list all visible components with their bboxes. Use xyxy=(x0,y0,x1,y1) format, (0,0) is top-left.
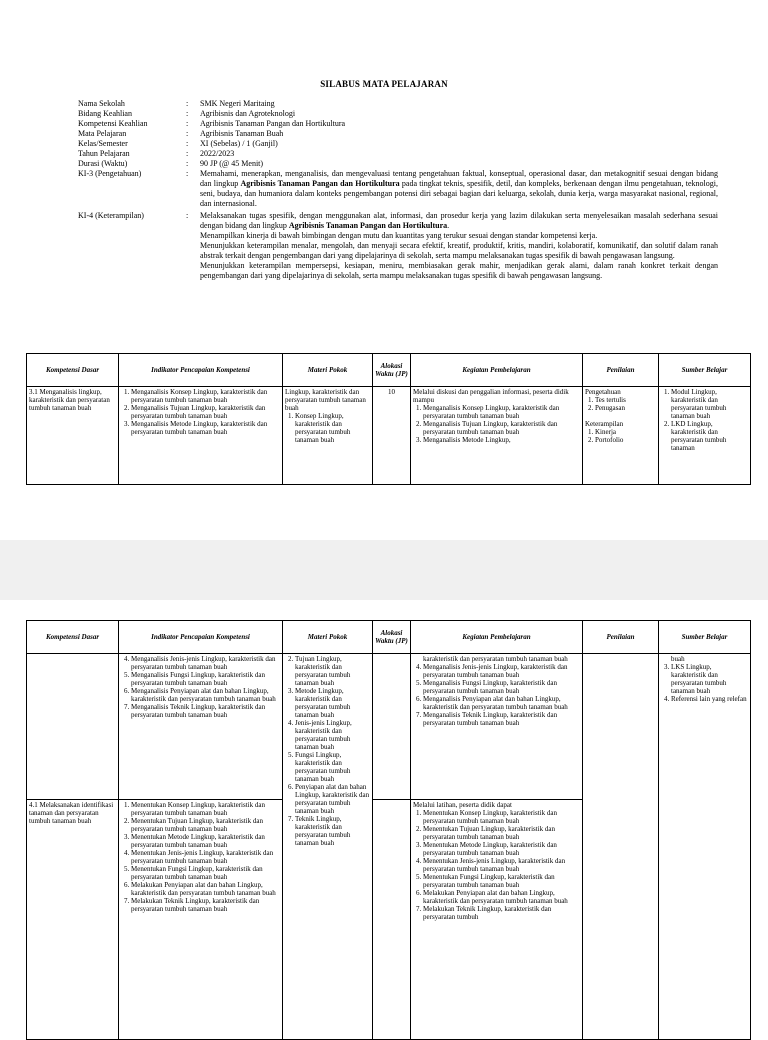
table-row xyxy=(27,654,751,800)
info-row: Durasi (Waktu) : 90 JP (@ 45 Menit) xyxy=(78,159,264,168)
penilaian-cell: Pengetahuan 1. Tes tertulis 2. Penugasan Keterampilan 1. Kinerja 2. Portofolio xyxy=(583,387,659,485)
info-row: Nama Sekolah : SMK Negeri Maritaing xyxy=(78,99,275,108)
ki3-row: KI-3 (Pengetahuan) : Memahami, menerapkan, menganalisis, dan mengevaluasi tentang pengetahuan faktual, konseptual, operasional dasar, dan metakognitif sesuai dengan bidang dan lingkup Agribisnis Tanaman Pangan dan Hortikultura pada tingkat teknis, spesifik, detil, dan kompleks, berkenaan dengan ilmu pengetahuan, teknologi, seni, budaya, dan humaniora dalam konteks pengembangan potensi diri sebagai bagian dari keluarga, sekolah, dunia kerja, warga masyarakat nasional, regional, dan internasional. xyxy=(78,169,718,208)
materi-cell: Lingkup, karakteristik dan persyaratan tumbuh tanaman buah 1. Konsep Lingkup, karakteristik dan persyaratan tumbuh tanaman buah xyxy=(283,387,373,485)
info-row: Mata Pelajaran : Agribisnis Tanaman Buah xyxy=(78,129,284,138)
kd-cell: 4.1 Melaksanakan identifikasi tanaman dan persyaratan tumbuh tanaman buah xyxy=(27,800,119,1040)
identity-block xyxy=(78,99,718,281)
syllabus-table-2 xyxy=(26,620,751,1040)
header-jp: Alokasi Waktu (JP) xyxy=(373,621,411,654)
info-row: Tahun Pelajaran : 2022/2023 xyxy=(78,149,235,158)
header-sumber: Sumber Belajar xyxy=(659,354,751,387)
header-kd: Kompetensi Dasar xyxy=(27,621,119,654)
info-row: Kompetensi Keahlian : Agribisnis Tanaman Pangan dan Hortikultura xyxy=(78,119,346,128)
info-row: Bidang Keahlian : Agribisnis dan Agroteknologi xyxy=(78,109,296,118)
header-materi: Materi Pokok xyxy=(283,621,373,654)
table-row xyxy=(27,387,751,485)
header-kegiatan: Kegiatan Pembelajaran xyxy=(411,621,583,654)
header-ipk: Indikator Pencapaian Kompetensi xyxy=(119,621,283,654)
header-jp: Alokasi Waktu (JP) xyxy=(373,354,411,387)
ki4-row: KI-4 (Keterampilan) : Melaksanakan tugas spesifik, dengan menggunakan alat, informasi, dan prosedur kerja yang lazim dilakukan serta menyelesaikan masalah sederhana sesuai dengan bidang dan lingkup Agribisnis Tanaman Pangan dan Hortikultura. Menampilkan kinerja di bawah bimbingan dengan mutu dan kuantitas yang terukur sesuai dengan standar kompetensi kerja. Menunjukkan keterampilan menalar, mengolah, dan menyaji secara efektif, kreatif, produktif, kritis, mandiri, kolaboratif, komunikatif, dan solutif dalam ranah abstrak terkait dengan pengembangan dari yang dipelajarinya di sekolah, serta mampu melaksanakan tugas spesifik di bawah pengawasan langsung. Menunjukkan keterampilan mempersepsi, kesiapan, meniru, membiasakan gerak mahir, menjadikan gerak alami, dalam ranah konkret terkait dengan pengembangan dari yang dipelajarinya di sekolah, serta mampu melaksanakan tugas spesifik di bawah pengawasan langsung. xyxy=(78,211,718,280)
header-ipk: Indikator Pencapaian Kompetensi xyxy=(119,354,283,387)
kegiatan-cell: Melalui latihan, peserta didik dapat 1. Menentukan Konsep Lingkup, karakteristik dan persyaratan tumbuh tanaman buah 2. Menentukan Tujuan Lingkup, karakteristik dan persyaratan tumbuh tanaman buah 3. Menentukan Metode Lingkup, karakteristik dan persyaratan tumbuh tanaman buah 4. Menentukan Jenis-jenis Lingkup, karakteristik dan persyaratan tumbuh tanaman buah 5. Menentukan Fungsi Lingkup, karakteristik dan persyaratan tumbuh tanaman buah 6. Melakukan Penyiapan alat dan bahan Lingkup, karakteristik dan persyaratan tumbuh tanaman buah 7. Melakukan Teknik Lingkup, karakteristik dan persyaratan tumbuh xyxy=(411,800,583,1040)
kd-cell xyxy=(27,654,119,800)
penilaian-cell xyxy=(583,654,659,1040)
kegiatan-cell: karakteristik dan persyaratan tumbuh tanaman buah 4. Menganalisis Jenis-jenis Lingkup, karakteristik dan persyaratan tumbuh tanaman buah 5. Menganalisis Fungsi Lingkup, karakteristik dan persyaratan tumbuh tanaman buah 6. Menganalisis Penyiapan alat dan bahan Lingkup, karakteristik dan persyaratan tumbuh tanaman buah 7. Menganalisis Teknik Lingkup, karakteristik dan persyaratan tumbuh tanaman buah xyxy=(411,654,583,800)
header-penilaian: Penilaian xyxy=(583,621,659,654)
header-sumber: Sumber Belajar xyxy=(659,621,751,654)
page-gap xyxy=(0,540,768,600)
kegiatan-cell: Melalui diskusi dan penggalian informasi, peserta didik mampu 1. Menganalisis Konsep Lingkup, karakteristik dan persyaratan tumbuh tanaman buah 2. Menganalisis Tujuan Lingkup, karakteristik dan persyaratan tumbuh tanaman buah 3. Menganalisis Metode Lingkup, xyxy=(411,387,583,485)
ipk-cell: 1. Menganalisis Konsep Lingkup, karakteristik dan persyaratan tumbuh tanaman buah 2. Menganalisis Tujuan Lingkup, karakteristik dan persyaratan tumbuh tanaman buah 3. Menganalisis Metode Lingkup, karakteristik dan persyaratan tumbuh tanaman buah xyxy=(119,387,283,485)
table-header-row xyxy=(27,621,751,654)
table-header-row xyxy=(27,354,751,387)
header-materi: Materi Pokok xyxy=(283,354,373,387)
jp-cell: 10 xyxy=(373,387,411,485)
header-kd: Kompetensi Dasar xyxy=(27,354,119,387)
syllabus-table-1 xyxy=(26,353,751,485)
kd-cell: 3.1 Menganalisis lingkup, karakteristik dan persyaratan tumbuh tanaman buah xyxy=(27,387,119,485)
header-penilaian: Penilaian xyxy=(583,354,659,387)
materi-cell: 2. Tujuan Lingkup, karakteristik dan persyaratan tumbuh tanaman buah 3. Metode Lingkup, karakteristik dan persyaratan tumbuh tanaman buah 4. Jenis-jenis Lingkup, karakteristik dan persyaratan tumbuh tanaman buah 5. Fungsi Lingkup, karakteristik dan persyaratan tumbuh tanaman buah 6. Penyiapan alat dan bahan Lingkup, karakteristik dan persyaratan tumbuh tanaman buah 7. Teknik Lingkup, karakteristik dan persyaratan tumbuh tanaman buah xyxy=(283,654,373,1040)
sumber-cell: buah 3. LKS Lingkup, karakteristik dan persyaratan tumbuh tanaman buah 4. Referensi lain yang relefan xyxy=(659,654,751,1040)
ipk-cell: 1. Menentukan Konsep Lingkup, karakteristik dan persyaratan tumbuh tanaman buah 2. Menentukan Tujuan Lingkup, karakteristik dan persyaratan tumbuh tanaman buah 3. Menentukan Metode Lingkup, karakteristik dan persyaratan tumbuh tanaman buah 4. Menentukan Jenis-jenis Lingkup, karakteristik dan persyaratan tumbuh tanaman buah 5. Menentukan Fungsi Lingkup, karakteristik dan persyaratan tumbuh tanaman buah 6. Melakukan Penyiapan alat dan bahan Lingkup, karakteristik dan persyaratan tumbuh tanaman buah 7. Melakukan Teknik Lingkup, karakteristik dan persyaratan tumbuh tanaman buah xyxy=(119,800,283,1040)
ipk-cell: 4. Menganalisis Jenis-jenis Lingkup, karakteristik dan persyaratan tumbuh tanaman buah 5. Menganalisis Fungsi Lingkup, karakteristik dan persyaratan tumbuh tanaman buah 6. Menganalisis Penyiapan alat dan bahan Lingkup, karakteristik dan persyaratan tumbuh tanaman buah 7. Menganalisis Teknik Lingkup, karakteristik dan persyaratan tumbuh tanaman buah xyxy=(119,654,283,800)
info-row: Kelas/Semester : XI (Sebelas) / 1 (Ganjil) xyxy=(78,139,278,148)
jp-cell xyxy=(373,800,411,1040)
header-kegiatan: Kegiatan Pembelajaran xyxy=(411,354,583,387)
sumber-cell: 1. Modul Lingkup, karakteristik dan persyaratan tumbuh tanaman buah 2. LKD Lingkup, karakteristik dan persyaratan tumbuh tanaman xyxy=(659,387,751,485)
document-title: SILABUS MATA PELAJARAN xyxy=(320,79,448,89)
jp-cell xyxy=(373,654,411,800)
